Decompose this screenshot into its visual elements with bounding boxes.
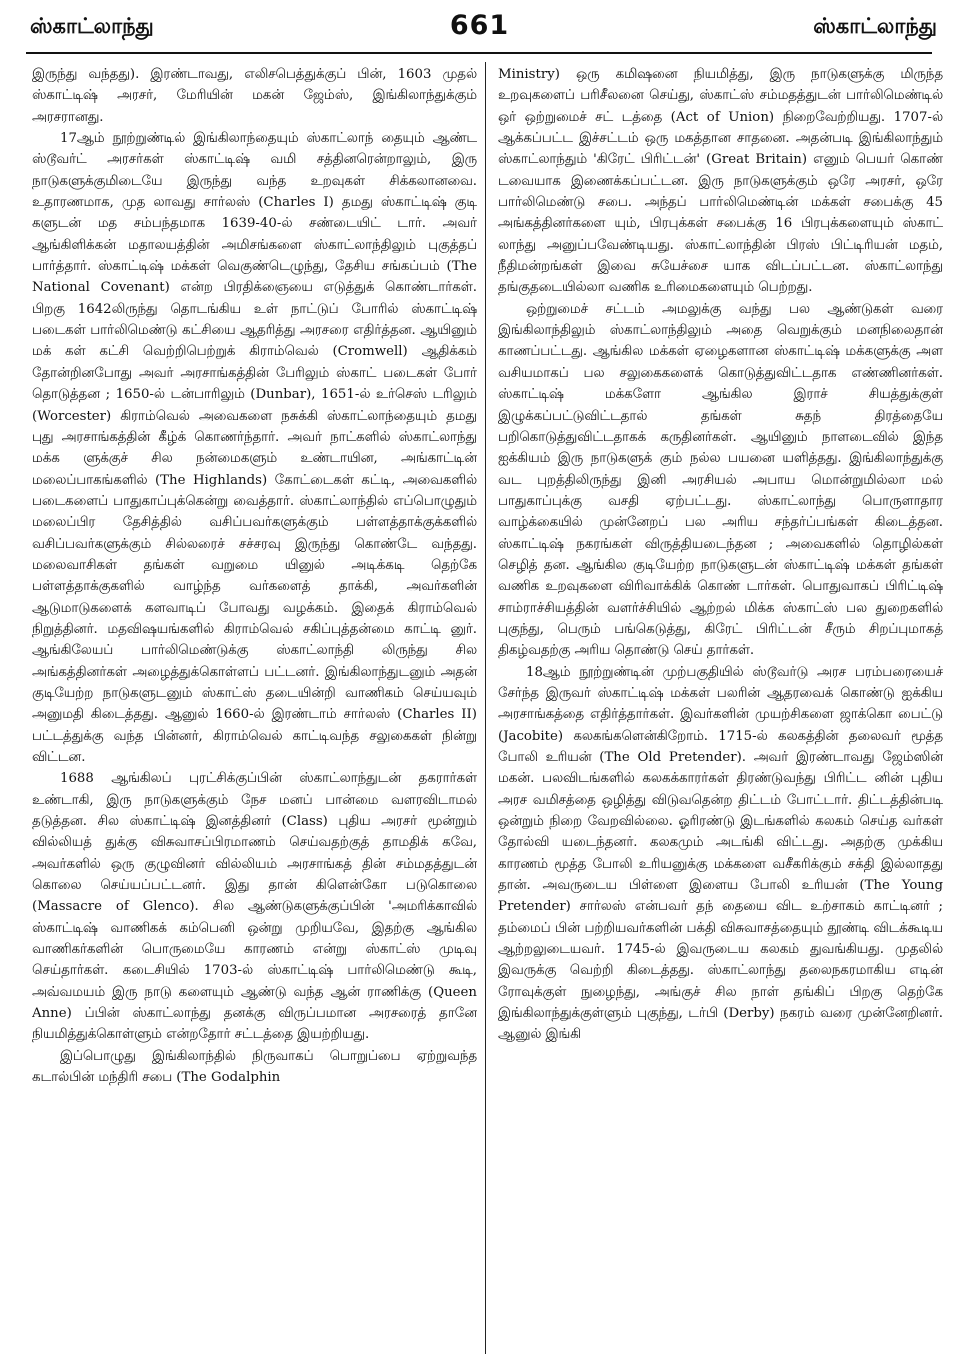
header-rule	[26, 52, 932, 54]
paragraph: 18ஆம் நூற்றுண்டின் முற்பகுதியில் ஸ்டூவர்டு அரச பரம்பரையைச் சேர்ந்த இருவர் ஸ்காட்டிஷ் மக்கள் பலரின் ஆதரவைக் கொண்டு ஐக்கிய அரசாங்கத்தை எதிர்த்தார்கள். இவர்களின் முயற்சிகளை ஜாக்கொ பைட்டு (Jacobite) கலகங்களென்கிறோம். 1715-ல் கலகத்தின் தலைவர் மூத்த போலி உரியன் (The Old Pretender). அவர் இரண்டாவது ஜேம்ஸின் மகன். பலவிடங்களில் கலகக்காரர்கள் திரண்டுவந்து பிரிட்ட னின் புதிய அரச வமிசத்தை ஒழித்து விடுவதென்ற திட்டம் போட்டார். திட்டத்தின்படி ஒன்றும் நிறை வேறவில்லை. ஓரிரண்டு இடங்களில் கலகம் செய்த வர்கள் தோல்வி யடைந்தனர். கலகமும் அடங்கி விட்டது. அதற்கு முக்கிய காரணம் மூத்த போலி உரியனுக்கு மக்களை வசீகரிக்கும் சக்தி இல்லாதது தான். அவருடைய பிள்ளை இளைய போலி உரியன் (The Young Pretender) சார்லஸ் என்பவர் தந் தையை விட உற்சாகம் காட்டினர் ; தம்மைப் பின் பற்றியவர்களின் பக்தி விசுவாசத்தையும் தூண்டி விடக்கூடிய ஆற்றலுடையவர். 1745-ல் இவருடைய கலகம் துவங்கியது. முதலில் இவருக்கு வெற்றி கிடைத்தது. ஸ்காட்லாந்து தலைநகரமாகிய எடின் ரோவுக்குள் நுழைந்து, அங்குச் சில நாள் தங்கிப் பிறகு தெற்கே இங்கிலாந்துக்குள்ளும் புகுந்து, டர்பி (Derby) நகரம் வரை முன்னேறினர். ஆனுல் இங்கி	[498, 664, 943, 1043]
paragraph: இப்பொழுது இங்கிலாந்தில் நிருவாகப் பொறுப்பை ஏற்றுவந்த கடால்பின் மந்திரி சபை (The Godalphin	[32, 1048, 477, 1086]
page-number: 661	[449, 10, 510, 41]
running-header-left: ஸ்காட்லாந்து	[30, 14, 154, 38]
paragraph: ஒற்றுமைச் சட்டம் அமலுக்கு வந்து பல ஆண்டுகள் வரை இங்கிலாந்திலும் ஸ்காட்லாந்திலும் அதை வெறுக்கும் மனநிலைதான் காணப்பட்டது. ஆங்கில மக்கள் ஏழைகளான ஸ்காட்டிஷ் மக்களுக்கு அள வசியமாகப் பல சலுகைகளைக் கொடுத்துவிட்டதாக எண்ணினர்கள். ஸ்காட்டிஷ் மக்களோ ஆங்கில இராச் சியத்துக்குள் இழுக்கப்பட்டுவிட்டதால் தங்கள் சுதந் திரத்தையே பறிகொடுத்துவிட்டதாகக் கருதினர்கள். ஆயினும் நாளடைவில் இந்த ஐக்கியம் இரு நாடுகளுக் கும் நல்ல பயனை யளித்தது. இங்கிலாந்துக்கு வட புறத்திலிருந்து இனி அரசியல் அபாய மொன்றுமில்லா மல் பாதுகாப்புக்கு வசதி ஏற்பட்டது. ஸ்காட்லாந்து பொருளாதார வாழ்க்கையில் முன்னேறப் பல அரிய சந்தர்ப்பங்கள் கிடைத்தன. ஸ்காட்டிஷ் நகரங்கள் விருத்தியடைந்தன ; அவைகளில் தொழில்கள் செழித் தன. ஆங்கில குடியேற்ற நாடுகளுடன் ஸ்காட்டிஷ் மக்கள் தங்கள் வணிக உறவுகளை விரிவாக்கிக் கொண் டார்கள். பொதுவாகப் பிரிட்டிஷ் சாம்ராச்சியத்தின் வளர்ச்சியில் ஆற்றல் மிக்க ஸ்காட்ஸ் பல துறைகளில் புகுந்து, பெரும் பங்கெடுத்து, கிரேட் பிரிட்டன் சீரும் சிறப்புமாகத் திகழ்வதற்கு அரிய தொண்டு செய் தார்கள்.	[498, 301, 943, 659]
paragraph: 1688 ஆங்கிலப் புரட்சிக்குப்பின் ஸ்காட்லாந்துடன் தகரார்கள் உண்டாகி, இரு நாடுகளுக்கும் நேச மனப் பான்மை வளரவிடாமல் தடுத்தன. சில ஸ்காட்டிஷ் இனத்தினர் (Class) புதிய அரசர் மூன்றும் வில்லியத் துக்கு விசுவாசப்பிரமாணம் செய்வதற்குத் தாமதிக் கவே, அவர்களில் ஒரு குழுவினர் வில்லியம் அரசாங்கத் தின் சம்மதத்துடன் கொலை செய்யப்பட்டனர். இது தான் கிளென்கோ படுகொலை (Massacre of Glenco). சில ஆண்டுகளுக்குப்பின் 'அமரிக்காவில் ஸ்காட்டிஷ் வாணிகக் கம்பெனி ஒன்று முறியவே, இதற்கு ஆங்கில வாணிகர்களின் பொருமையே காரணம் என்று ஸ்காட்ஸ் முடிவு செய்தார்கள். கடைசியில் 1703-ல் ஸ்காட்டிஷ் பார்லிமெண்டு கூடி, அவ்வமயம் இரு நாடு களையும் ஆண்டு வந்த ஆன் ராணிக்கு (Queen Anne) ப்பின் ஸ்காட்லாந்து தனக்கு விருப்பமான அரசரைத் தானே நியமித்துக்கொள்ளும் என்றதோர் சட்டத்தை இயற்றியது.	[32, 771, 477, 1043]
paragraph: Ministry) ஒரு கமிஷனை நியமித்து, இரு நாடுகளுக்கு மிருந்த உறவுகளைப் பரிசீலனை செய்து, ஸ்காட்ஸ் சம்மதத்துடன் பார்லிமெண்டில் ஒர் ஒற்றுமைச் சட் டத்தை (Act of Union) நிறைவேற்றியது. 1707-ல் ஆக்கப்பட்ட இச்சட்டம் ஒரு மகத்தான சாதனை. அதன்படி இங்கிலாந்தும் ஸ்காட்லாந்தும் 'கிரேட் பிரிட்டன்' (Great Britain) எனும் பெயர் கொண் டவையாக இணைக்கப்பட்டன. இரு நாடுகளுக்கும் ஒரே அரசர், ஒரே பார்லிமெண்டு சபை. அந்தப் பார்லிமெண்டின் மக்கள் சபைக்கு 45 அங்கத்தினர்களை யும், பிரபுக்கள் சபைக்கு 16 பிரபுக்களையும் ஸ்காட் லாந்து அனுப்பவேண்டியது. ஸ்காட்லாந்தின் பிரஸ் பிட்டிரியன் மதம், நீதிமன்றங்கள் இவை சுயேச்சை யாக விடப்பட்டன. ஸ்காட்லாந்து தங்குதடையில்லா வணிக உரிமைகளையும் பெற்றது.	[498, 67, 943, 296]
right-column	[498, 64, 943, 1354]
paragraph: இருந்து வந்தது). இரண்டாவது, எலிசபெத்துக்குப் பின், 1603 முதல் ஸ்காட்டிஷ் அரசர், மேரியின் மகன் ஜேம்ஸ், இங்கிலாந்துக்கும் அரசரானது.	[32, 67, 477, 125]
running-header-right: ஸ்காட்லாந்து	[813, 14, 937, 38]
column-divider	[485, 62, 486, 1354]
paragraph: 17ஆம் நூற்றுண்டில் இங்கிலாந்தையும் ஸ்காட்லாந் தையும் ஆண்ட ஸ்டூவர்ட் அரசர்கள் ஸ்காட்டிஷ் வமி சத்தினரென்றாலும், இரு நாடுகளுக்குமிடையே இருந்து வந்த உறவுகள் சிக்கலானவை. உதாரணமாக, முத லாவது சார்லஸ் (Charles I) தமது ஸ்காட்டிஷ் குடி களுடன் மத சம்பந்தமாக 1639-40-ல் சண்டையிட் டார். அவர் ஆங்கிளிக்கன் மதாலயத்தின் அமிசங்களை ஸ்காட்லாந்திலும் புகுத்தப் பார்த்தார். ஸ்காட்டிஷ் மக்கள் வெகுண்டெழுந்து, தேசிய சங்கப்பம் (The National Covenant) என்ற பிரதிக்ஞையை எடுத்துக் கொண்டார்கள். பிறகு 1642லிருந்து தொடங்கிய உள் நாட்டுப் போரில் ஸ்காட்டிஷ் படைகள் பார்லிமெண்டு கட்சியை ஆதரித்து அரசரை எதிர்த்தன. ஆயினும் மக் கள் கட்சி வெற்றிபெற்றுக் கிராம்வெல் (Cromwell) ஆதிக்கம் தோன்றினபோது அவர் அரசாங்கத்தின் பேரிலும் ஸ்காட் படைகள் போர் தொடுத்தன ; 1650-ல் டன்பாரிலும் (Dunbar), 1651-ல் உர்செஸ் டரிலும் (Worcester) கிராம்வெல் அவைகளை நசுக்கி ஸ்காட்லாந்தையும் தமது புது அரசாங்கத்தின் கீழ்க் கொணர்ந்தார். அவர் நாட்களில் ஸ்காட்லாந்து மக்க ளுக்குச் சில நன்மைகளும் உண்டாயின, அங்காட்டின் மலைப்பாகங்களில் (The Highlands) கோட்டைகள் கட்டி, அவைகளில் படைகளைப் பாதுகாப்புக்கென்று வைத்தார். ஸ்காட்லாந்தில் எப்பொழுதும் மலைப்பிர தேசித்தில் வசிப்பவர்களுக்கும் பள்ளத்தாக்குக்களில் வசிப்பவர்களுக்கும் சில்லரைச் சச்சரவு இருந்து கொண்டே வந்தது. மலைவாசிகள் தங்கள் வறுமை யினுல் அடிக்கடி தெற்கே பள்ளத்தாக்குகளில் வாழ்ந்த வர்களைத் தாக்கி, அவர்களின் ஆடுமாடுகளைக் களவாடிப் போவது வழக்கம். இதைக் கிராம்வெல் நிறுத்தினர். மதவிஷயங்களில் கிராம்வெல் சகிப்புத்தன்மை காட்டி னுர். ஆங்கிலேயப் பார்லிமெண்டுக்கு ஸ்காட்லாந்தி லிருந்து சில அங்கத்தினர்கள் அழைத்துக்கொள்ளப் பட்டனர். இங்கிலாந்துடனும் அதன் குடியேற்ற நாடுகளுடனும் ஸ்காட்ஸ் தடையின்றி வாணிகம் செய்யவும் அனுமதி கிடைத்தது. ஆனுல் 1660-ல் இரண்டாம் சார்லஸ் (Charles II) பட்டத்துக்கு வந்த பின்னர், கிராம்வெல் காட்டிவந்த சலுகைகள் நின்று விட்டன.	[32, 131, 477, 765]
left-column	[32, 64, 477, 1354]
